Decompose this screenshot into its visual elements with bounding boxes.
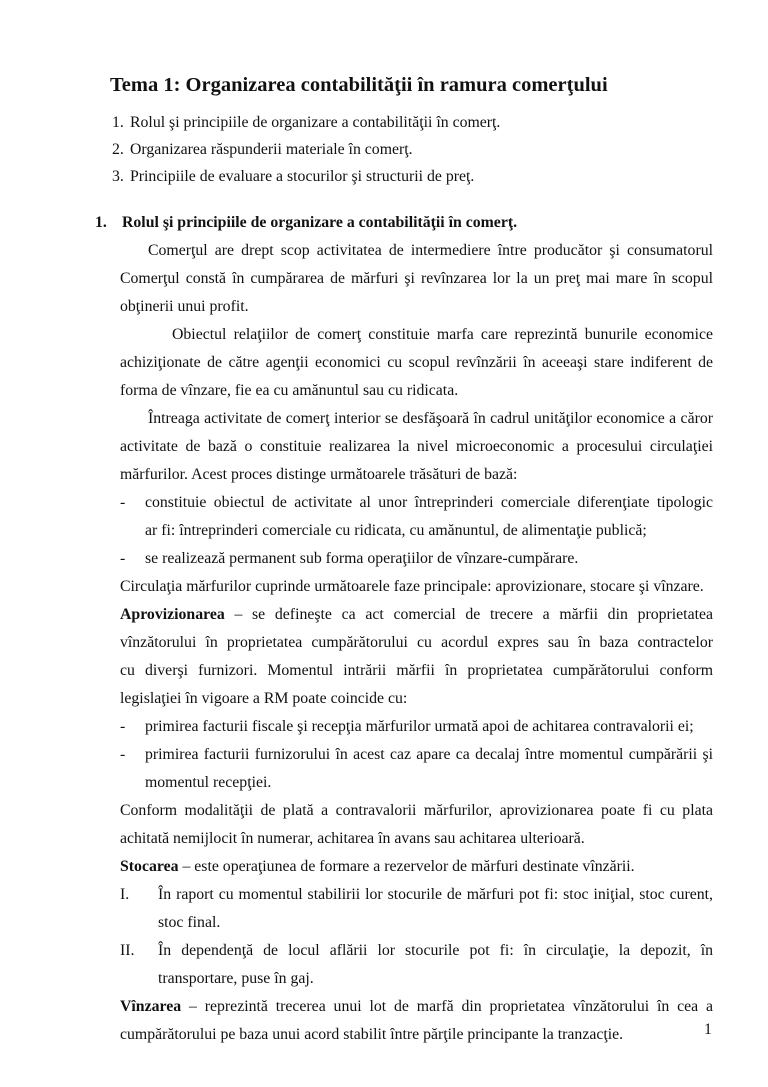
text-line xyxy=(120,937,713,965)
list-item xyxy=(120,545,713,573)
toc-text: Rolul şi principiile de organizare a contabilităţii în comerţ. xyxy=(130,114,501,131)
line-text: mărfurilor. Acest proces distinge următoarele trăsături de bază: xyxy=(120,466,518,483)
line-text: Întreaga activitate de comerţ interior se desfăşoară în cadrul unităţilor economice a căror xyxy=(148,410,713,427)
table-of-contents xyxy=(112,109,500,190)
line-text: activitate de bază o constituie realizarea la nivel microeconomic a procesului circulaţiei xyxy=(120,438,713,455)
line-text: achiziţionate de către agenţii economici cu scopul revînzării în aceeaşi stare indiferent de xyxy=(120,354,713,371)
list-marker: II. xyxy=(120,942,135,959)
line-text: În dependenţă de locul aflării lor stocurile pot fi: în circulaţie, la depozit, în xyxy=(158,942,713,959)
list-item xyxy=(120,741,713,797)
text-line xyxy=(120,377,713,405)
section-title: Rolul şi principiile de organizare a contabilităţii în comerţ. xyxy=(122,214,518,231)
paragraph xyxy=(120,797,713,853)
line-text: legislaţiei în vigoare a RM poate coincide cu: xyxy=(120,690,408,707)
document-title: Tema 1: Organizarea contabilităţii în ramura comerţului xyxy=(110,74,608,96)
line-text: stoc final. xyxy=(158,914,221,931)
document-body xyxy=(120,237,713,1049)
text-line xyxy=(120,517,713,545)
text-line xyxy=(120,825,713,853)
line-text: În raport cu momentul stabilirii lor stocurile de mărfuri pot fi: stoc iniţial, stoc curent, xyxy=(158,886,713,903)
toc-item xyxy=(112,163,500,190)
line-text: se realizează permanent sub forma operaţiilor de vînzare-cumpărare. xyxy=(145,550,579,567)
bold-term: Aprovizionarea xyxy=(120,606,225,623)
text-line xyxy=(120,349,713,377)
line-text: Comerţul constă în cumpărarea de mărfuri şi revînzarea lor la un preţ mai mare în scopul xyxy=(120,270,713,287)
list-marker: - xyxy=(120,494,126,511)
list-marker: - xyxy=(120,746,126,763)
line-text: Conform modalităţii de plată a contravalorii mărfurilor, aprovizionarea poate fi cu plata xyxy=(120,802,713,819)
section-number: 1. xyxy=(95,214,107,231)
toc-text: Organizarea răspunderii materiale în comerţ. xyxy=(130,141,413,158)
toc-number: 2. xyxy=(112,141,124,158)
list-item xyxy=(120,937,713,993)
page-number: 1 xyxy=(704,1021,712,1038)
text-line xyxy=(120,433,713,461)
text-line xyxy=(120,685,713,713)
list-marker: - xyxy=(120,550,126,567)
list-item xyxy=(120,713,713,741)
line-text: momentul recepţiei. xyxy=(145,774,272,791)
line-text: vînzătorului în proprietatea cumpărătorului cu acordul expres sau în baza contractelor xyxy=(120,634,713,651)
text-line xyxy=(120,881,713,909)
line-text: primirea facturii fiscale şi recepţia mărfurilor urmată apoi de achitarea contravalorii ei; xyxy=(145,718,694,735)
bold-term: Stocarea xyxy=(120,858,179,875)
list-marker: - xyxy=(120,718,126,735)
text-line xyxy=(120,965,713,993)
text-line xyxy=(120,629,713,657)
line-text: Circulaţia mărfurilor cuprinde următoarele faze principale: aprovizionare, stocare şi vînzare. xyxy=(120,578,704,595)
line-text: – se defineşte ca act comercial de trecere a mărfii din proprietatea xyxy=(234,606,713,623)
text-line xyxy=(120,489,713,517)
paragraph xyxy=(120,405,713,489)
toc-item xyxy=(112,109,500,136)
line-text: transportare, puse în gaj. xyxy=(158,970,314,987)
text-line xyxy=(120,321,713,349)
paragraph xyxy=(120,321,713,405)
text-line xyxy=(120,713,713,741)
text-line xyxy=(120,573,713,601)
section-heading xyxy=(95,209,517,237)
line-text: Comerţul are drept scop activitatea de intermediere între producător şi consumatorul xyxy=(148,242,713,259)
text-line xyxy=(120,545,713,573)
paragraph xyxy=(120,601,713,713)
text-line xyxy=(120,293,713,321)
line-text: achitată nemijlocit în numerar, achitarea în avans sau achitarea ulterioară. xyxy=(120,830,585,847)
toc-number: 3. xyxy=(112,168,124,185)
list-item xyxy=(120,489,713,545)
text-line xyxy=(120,993,713,1021)
line-text: – este operaţiunea de formare a rezervelor de mărfuri destinate vînzării. xyxy=(182,858,635,875)
text-line xyxy=(120,265,713,293)
text-line xyxy=(120,797,713,825)
toc-item xyxy=(112,136,500,163)
text-line xyxy=(120,461,713,489)
text-line xyxy=(120,405,713,433)
toc-number: 1. xyxy=(112,114,124,131)
line-text: cumpărătorului pe baza unui acord stabilit între părţile principante la tranzacţie. xyxy=(120,1026,624,1043)
paragraph xyxy=(120,573,713,601)
line-text: Obiectul relaţiilor de comerţ constituie marfa care reprezintă bunurile economice xyxy=(172,326,713,343)
text-line xyxy=(120,741,713,769)
line-text: – reprezintă trecerea unui lot de marfă din proprietatea vînzătorului în cea a xyxy=(189,998,713,1015)
paragraph xyxy=(120,853,713,881)
toc-text: Principiile de evaluare a stocurilor şi structurii de preţ. xyxy=(130,168,475,185)
bold-term: Vînzarea xyxy=(120,998,182,1015)
line-text: obţinerii unui profit. xyxy=(120,298,249,315)
text-line xyxy=(120,1021,713,1049)
text-line xyxy=(120,237,713,265)
text-line xyxy=(120,601,713,629)
paragraph xyxy=(120,237,713,321)
text-line xyxy=(120,909,713,937)
text-line xyxy=(120,769,713,797)
paragraph xyxy=(120,993,713,1049)
list-item xyxy=(120,881,713,937)
text-line xyxy=(120,657,713,685)
line-text: cu diverşi furnizori. Momentul intrării mărfii în proprietatea cumpărătorului conform xyxy=(120,662,713,679)
list-marker: I. xyxy=(120,886,130,903)
line-text: forma de vînzare, fie ea cu amănuntul sau cu ridicata. xyxy=(120,382,459,399)
line-text: constituie obiectul de activitate al unor întreprinderi comerciale diferenţiate tipologic xyxy=(145,494,713,511)
text-line xyxy=(120,853,713,881)
line-text: primirea facturii furnizorului în acest caz apare ca decalaj între momentul cumpărării şi xyxy=(145,746,713,763)
line-text: ar fi: întreprinderi comerciale cu ridicata, cu amănuntul, de alimentaţie publică; xyxy=(145,522,647,539)
